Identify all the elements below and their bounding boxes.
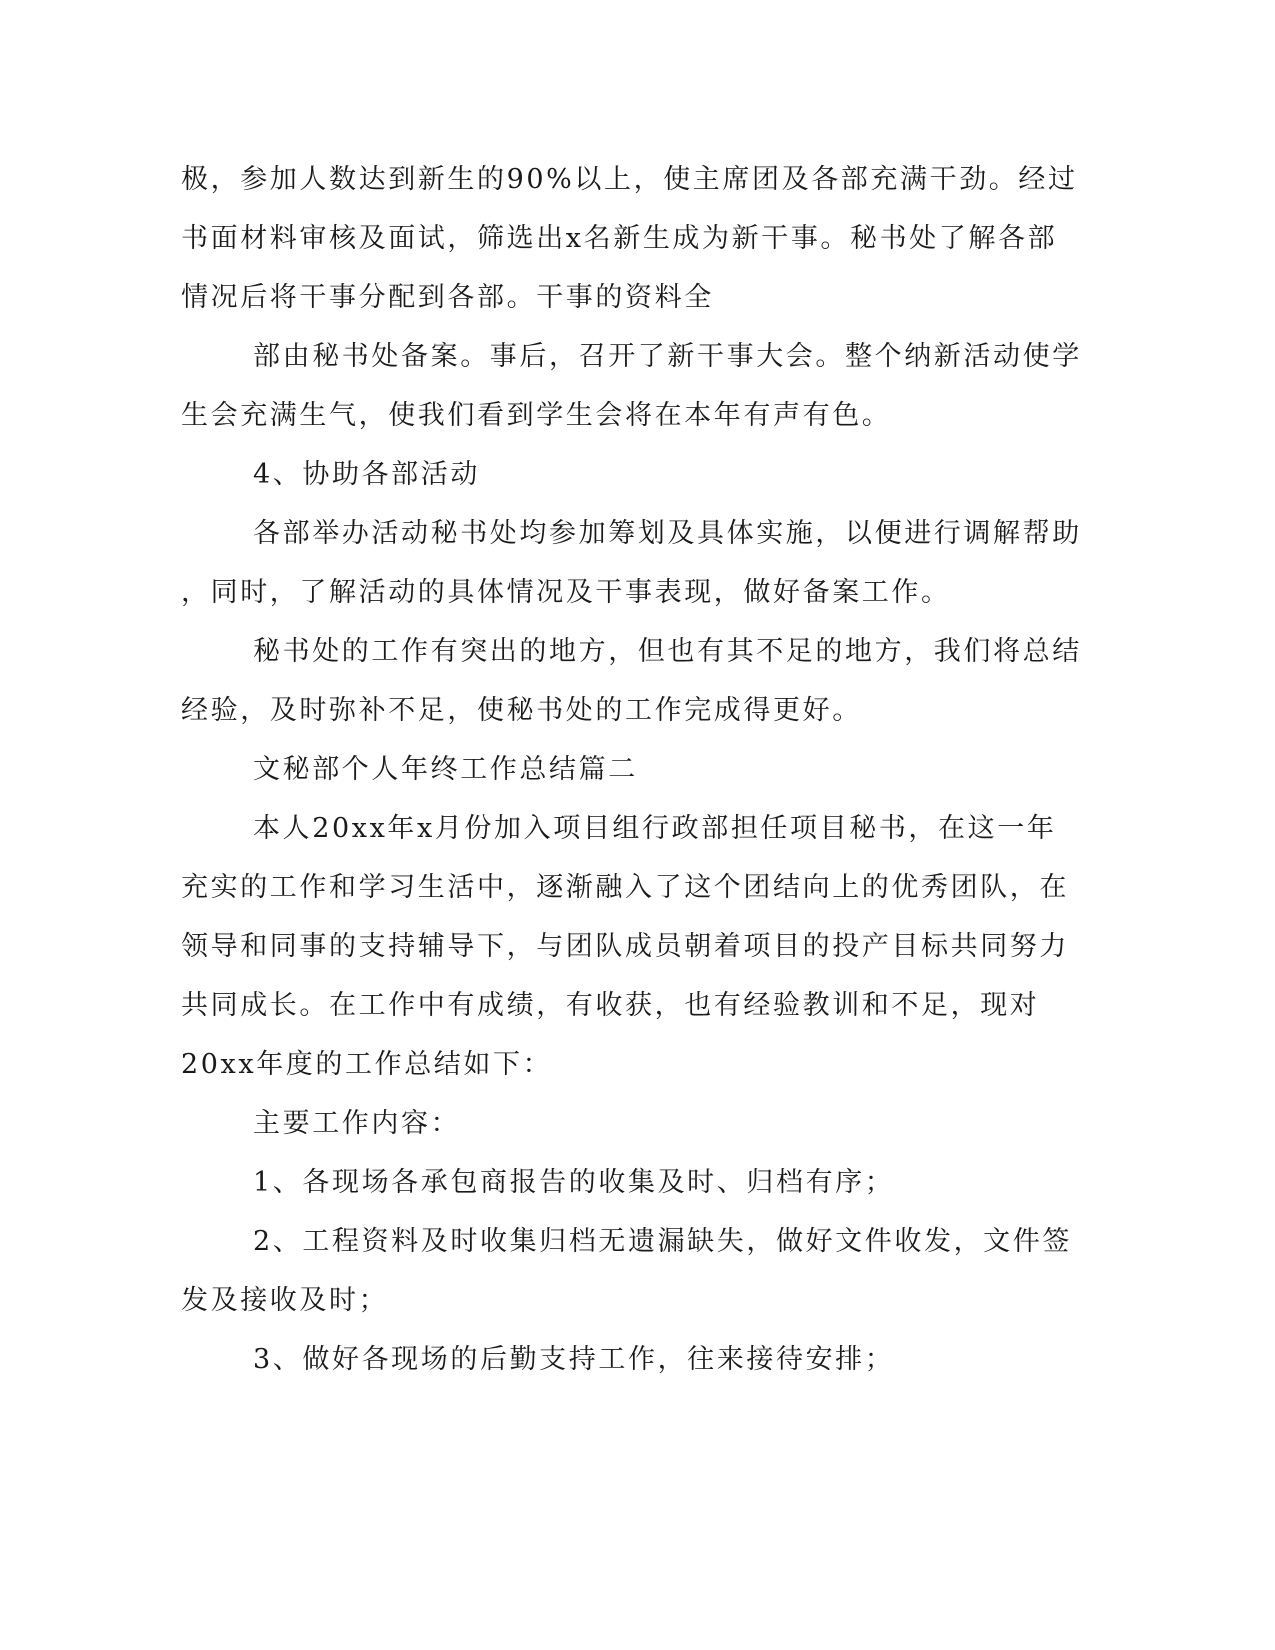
text-line: 生会充满生气，使我们看到学生会将在本年有声有色。 [181,400,892,431]
text-line: 本人20xx年x月份加入项目组行政部担任项目秘书，在这一年 [253,813,1057,844]
text-line: 情况后将干事分配到各部。干事的资料全 [181,282,714,313]
text-line: 书面材料审核及面试，筛选出x名新生成为新干事。秘书处了解各部 [181,223,1058,254]
text-line: 极，参加人数达到新生的90%以上，使主席团及各部充满干劲。经过 [181,164,1078,195]
section-heading: 4、协助各部活动 [253,459,480,490]
text-line: 部由秘书处备案。事后，召开了新干事大会。整个纳新活动使学 [253,341,1082,372]
list-item: 3、做好各现场的后勤支持工作，往来接待安排； [253,1344,895,1375]
section-heading: 文秘部个人年终工作总结篇二 [253,754,638,785]
text-line: ，同时，了解活动的具体情况及干事表现，做好备案工作。 [181,577,951,608]
list-item: 2、工程资料及时收集归档无遗漏缺失，做好文件收发，文件签 [253,1226,1072,1257]
text-line: 秘书处的工作有突出的地方，但也有其不足的地方，我们将总结 [253,636,1082,667]
text-line: 发及接收及时； [181,1285,389,1316]
list-item: 1、各现场各承包商报告的收集及时、归档有序； [253,1167,895,1198]
text-line: 领导和同事的支持辅导下，与团队成员朝着项目的投产目标共同努力 [181,931,1069,962]
text-line: 经验，及时弥补不足，使秘书处的工作完成得更好。 [181,695,862,726]
text-line: 各部举办活动秘书处均参加筹划及具体实施，以便进行调解帮助 [253,518,1082,549]
text-line: 20xx年度的工作总结如下： [181,1049,553,1080]
text-line: 充实的工作和学习生活中，逐渐融入了这个团结向上的优秀团队，在 [181,872,1069,903]
section-heading: 主要工作内容： [253,1108,461,1139]
text-line: 共同成长。在工作中有成绩，有收获，也有经验教训和不足，现对 [181,990,1040,1021]
